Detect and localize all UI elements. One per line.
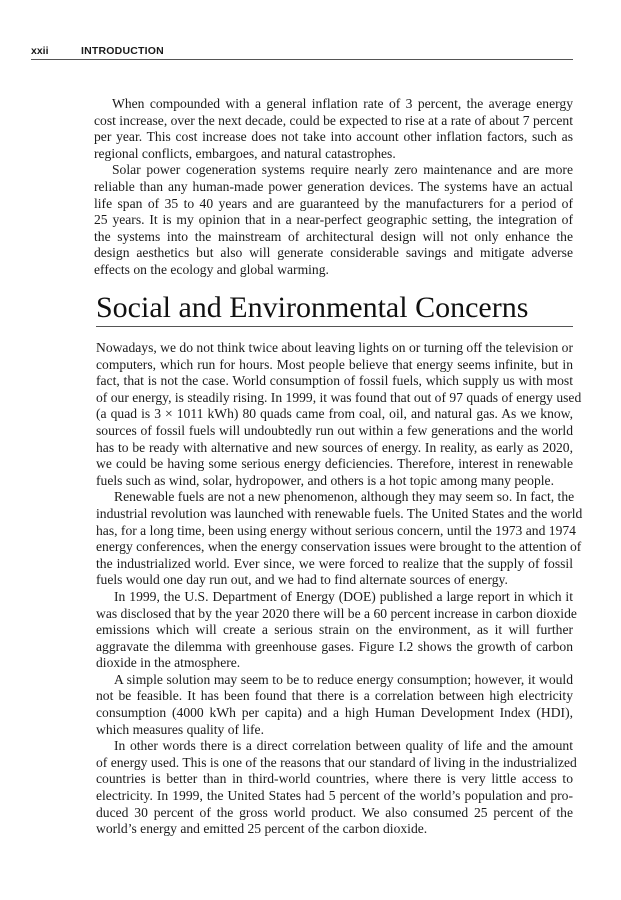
paragraph (96, 489, 583, 589)
text-line: not be feasible. It has been found that there is a correlation between high electricity (96, 688, 573, 704)
paragraph (96, 738, 577, 838)
text-line: sources of fossil fuels will undoubtedly run out within a few generations and the world (96, 422, 573, 438)
text-line: we could be having some serious energy deficiencies. Therefore, interest in renewable (96, 456, 573, 472)
text-line: aggravate the dilemma with greenhouse gases. Figure I.2 shows the growth of carbon (96, 638, 573, 654)
section-heading: Social and Environmental Concerns (96, 291, 573, 327)
paragraph (94, 162, 573, 278)
text-line: When compounded with a general inflation rate of 3 percent, the average energy (112, 96, 573, 111)
text-line: dioxide in the atmosphere. (96, 655, 241, 671)
text-line: which measures quality of life. (96, 721, 264, 737)
text-line: 25 years. It is my opinion that in a near-perfect geographic setting, the integration of (94, 212, 573, 228)
text-line: of energy used. This is one of the reasons that our standard of living in the industrialized (96, 754, 577, 770)
text-line: fuels would one day run out, and we had to find alternate sources of energy. (96, 572, 508, 588)
intro-text-block (94, 96, 573, 279)
paragraph (96, 672, 573, 738)
text-line: has to be ready with alternative and new sources of energy. In reality, as early as 2020, (96, 439, 573, 455)
text-line: Renewable fuels are not a new phenomenon, although they may seem so. In fact, the (114, 489, 575, 505)
text-line: (a quad is 3 × 1011 kWh) 80 quads came from coal, oil, and natural gas. As we know, (96, 406, 573, 422)
text-line: the systems into the mainstream of architectural design will not only enhance the (94, 228, 573, 244)
text-line: regional conflicts, embargoes, and natural catastrophes. (94, 145, 396, 161)
text-line: Solar power cogeneration systems require nearly zero maintenance and are more (112, 162, 573, 178)
text-line: emissions which will create a serious strain on the environment, as it will further (96, 622, 573, 638)
text-line: the industrialized world. Ever since, we were forced to realize that the supply of fossil (96, 555, 573, 571)
text-line: energy conferences, when the energy conservation issues were brought to the attention of (96, 539, 582, 555)
paragraph (94, 96, 573, 162)
running-head (31, 45, 573, 60)
text-line: industrial revolution was launched with renewable fuels. The United States and the world (96, 505, 583, 521)
text-line: fuels such as wind, solar, hydropower, and others is a hot topic among many people. (96, 472, 554, 488)
text-line: design aesthetics but also will generate considerable savings and mitigate adverse (94, 245, 573, 261)
text-line: effects on the ecology and global warming. (94, 261, 329, 277)
text-line: duced 30 percent of the gross world product. We also consumed 25 percent of the (96, 804, 573, 820)
paragraph (96, 340, 582, 489)
text-line: countries is better than in third-world countries, where there is very little access to (96, 771, 573, 787)
text-line: has, for a long time, been using energy without serious concern, until the 1973 and 1974 (96, 522, 576, 538)
section-body (96, 340, 583, 838)
text-line: cost increase, over the next decade, could be expected to rise at a rate of about 7 percent (94, 112, 573, 128)
text-line: computers, which run for hours. Most people believe that energy seems infinite, but in (96, 356, 573, 372)
text-line: Nowadays, we do not think twice about leaving lights on or turning off the television or (96, 340, 573, 355)
text-line: electricity. In 1999, the United States had 5 percent of the world’s population and pro- (96, 788, 573, 804)
text-line: of our energy, is steadily rising. In 1999, it was found that out of 97 quads of energy used (96, 389, 582, 405)
text-line: world’s energy and emitted 25 percent of the carbon dioxide. (96, 821, 428, 837)
page-number: xxii (31, 45, 49, 57)
running-head-section: INTRODUCTION (81, 45, 164, 57)
text-line: In 1999, the U.S. Department of Energy (DOE) published a large report in which it (114, 588, 573, 604)
text-line: fact, that is not the case. World consumption of fossil fuels, which supply us with most (96, 373, 573, 389)
text-line: reliable than any human-made power generation devices. The systems have an actual (94, 178, 573, 194)
text-line: life span of 35 to 40 years and are guaranteed by the manufacturers for a period of (94, 195, 573, 211)
text-line: A simple solution may seem to be to reduce energy consumption; however, it would (114, 671, 573, 687)
text-line: was disclosed that by the year 2020 there will be a 60 percent increase in carbon dioxide (96, 605, 577, 621)
text-line: per year. This cost increase does not take into account other inflation factors, such as (94, 129, 573, 145)
text-line: consumption (4000 kWh per capita) and a high Human Development Index (HDI), (96, 705, 573, 721)
text-line: In other words there is a direct correlation between quality of life and the amount (114, 738, 573, 754)
paragraph (96, 588, 577, 672)
